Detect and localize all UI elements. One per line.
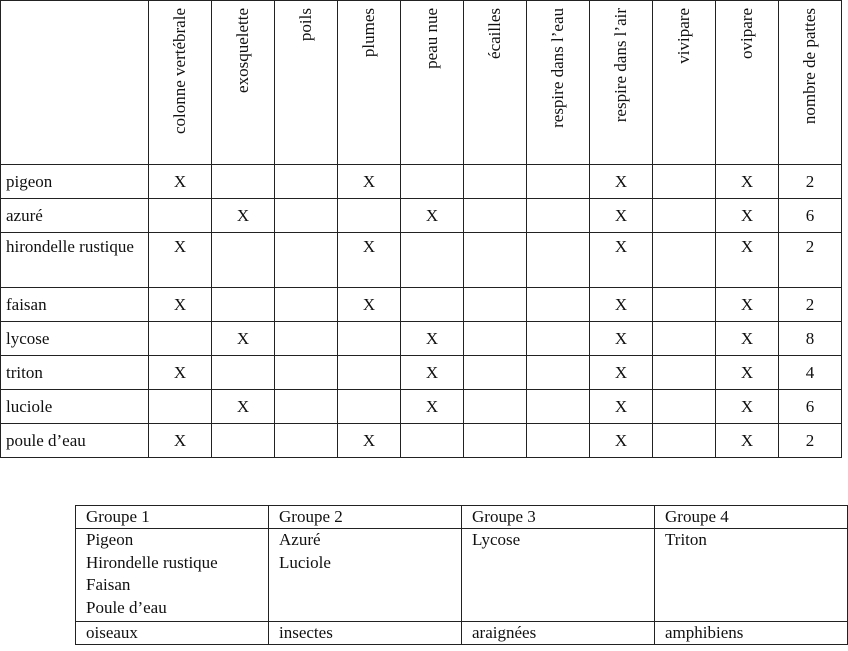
table-cell: 6 [779, 390, 842, 424]
table-cell: X [149, 233, 212, 288]
column-header [212, 1, 275, 165]
animal-name: lycose [1, 322, 149, 356]
table-cell: X [716, 390, 779, 424]
group-member: Poule d’eau [86, 597, 167, 617]
column-header-label: ovipare [737, 8, 756, 59]
column-header-label: colonne vertébrale [170, 8, 189, 135]
table-cell: 2 [779, 165, 842, 199]
table-cell [464, 233, 527, 288]
table-row [1, 356, 842, 390]
table-cell: X [590, 165, 653, 199]
table-cell [527, 424, 590, 458]
group-name: Groupe 2 [269, 506, 462, 529]
table-cell [653, 233, 716, 288]
table-cell [464, 356, 527, 390]
table-cell [527, 390, 590, 424]
table-cell [275, 233, 338, 288]
column-header [527, 1, 590, 165]
table-cell [338, 322, 401, 356]
group-member: Luciole [279, 552, 331, 572]
table-cell [527, 165, 590, 199]
table-cell [275, 322, 338, 356]
table-row [1, 424, 842, 458]
table-cell [464, 165, 527, 199]
group-header-row [76, 506, 848, 529]
table-cell: X [149, 288, 212, 322]
group-name: Groupe 3 [462, 506, 655, 529]
table-cell: 2 [779, 233, 842, 288]
animal-name: hirondelle rustique [1, 233, 149, 288]
column-header [401, 1, 464, 165]
table-cell [464, 322, 527, 356]
group-name: Groupe 1 [76, 506, 269, 529]
groups-table [75, 505, 848, 645]
table-row [1, 390, 842, 424]
group-members [269, 529, 462, 622]
table-cell [653, 165, 716, 199]
table-cell [338, 199, 401, 233]
table-cell [275, 199, 338, 233]
column-header-label: exosquelette [233, 8, 252, 93]
table-row [1, 322, 842, 356]
column-header [716, 1, 779, 165]
table-cell: X [590, 424, 653, 458]
table-cell: X [716, 424, 779, 458]
table-cell: X [149, 424, 212, 458]
table-cell: X [716, 233, 779, 288]
column-header [149, 1, 212, 165]
table-cell: 2 [779, 424, 842, 458]
column-header [275, 1, 338, 165]
table-cell: X [716, 356, 779, 390]
table-cell: X [716, 288, 779, 322]
table-cell: X [590, 322, 653, 356]
table-cell [464, 199, 527, 233]
table-cell: X [338, 288, 401, 322]
column-header-label: plumes [359, 8, 378, 58]
table-cell [527, 233, 590, 288]
table-cell [464, 424, 527, 458]
group-member-row [76, 529, 848, 622]
animal-name: luciole [1, 390, 149, 424]
table-cell [275, 356, 338, 390]
table-cell [527, 322, 590, 356]
group-member: Lycose [472, 530, 521, 549]
table-cell: X [716, 199, 779, 233]
table-cell: X [212, 199, 275, 233]
column-header [779, 1, 842, 165]
column-header [590, 1, 653, 165]
animal-name: triton [1, 356, 149, 390]
table-cell: X [401, 322, 464, 356]
table-cell [149, 390, 212, 424]
table-cell: X [590, 390, 653, 424]
corner-cell [1, 1, 149, 165]
column-header-label: respire dans l’eau [548, 8, 567, 128]
table-cell [401, 424, 464, 458]
table-cell: 4 [779, 356, 842, 390]
animal-name: faisan [1, 288, 149, 322]
table-cell [653, 424, 716, 458]
group-members [76, 529, 269, 622]
table-cell: X [590, 356, 653, 390]
table-cell: X [716, 322, 779, 356]
column-header-label: écailles [485, 8, 504, 59]
table-cell [401, 288, 464, 322]
table-cell [653, 288, 716, 322]
table-cell: X [716, 165, 779, 199]
table-cell: X [338, 424, 401, 458]
table-cell: X [338, 233, 401, 288]
table-cell: X [590, 199, 653, 233]
column-header-label: vivipare [674, 8, 693, 64]
animal-name: poule d’eau [1, 424, 149, 458]
column-header-label: respire dans l’air [611, 8, 630, 123]
table-cell [653, 356, 716, 390]
group-member: Pigeon [86, 530, 134, 549]
characteristics-body [1, 165, 842, 458]
table-cell [338, 356, 401, 390]
table-cell [464, 390, 527, 424]
table-cell [653, 322, 716, 356]
group-member: Faisan [86, 575, 131, 594]
table-cell: X [401, 356, 464, 390]
table-cell: X [212, 390, 275, 424]
table-cell: X [590, 233, 653, 288]
table-cell [275, 390, 338, 424]
table-cell: X [401, 390, 464, 424]
table-cell: 6 [779, 199, 842, 233]
group-name: Groupe 4 [655, 506, 848, 529]
table-row [1, 199, 842, 233]
table-cell: X [401, 199, 464, 233]
table-row [1, 165, 842, 199]
column-header-label: nombre de pattes [800, 8, 819, 125]
table-cell: X [590, 288, 653, 322]
group-members [462, 529, 655, 622]
table-cell [527, 356, 590, 390]
table-cell [338, 390, 401, 424]
animal-name: pigeon [1, 165, 149, 199]
table-cell: X [338, 165, 401, 199]
table-cell [149, 199, 212, 233]
table-cell [401, 233, 464, 288]
group-member: Azuré [279, 530, 321, 549]
column-header-label: peau nue [422, 8, 441, 69]
table-cell [527, 288, 590, 322]
column-header [464, 1, 527, 165]
table-cell: 2 [779, 288, 842, 322]
table-cell [401, 165, 464, 199]
table-row [1, 288, 842, 322]
table-cell: 8 [779, 322, 842, 356]
table-cell [527, 199, 590, 233]
table-cell [464, 288, 527, 322]
header-row [1, 1, 842, 165]
table-cell [653, 199, 716, 233]
table-cell [275, 424, 338, 458]
group-category: araignées [462, 622, 655, 645]
column-header-label: poils [296, 8, 315, 42]
table-cell [275, 288, 338, 322]
table-cell [212, 356, 275, 390]
column-header [338, 1, 401, 165]
animal-name: azuré [1, 199, 149, 233]
table-cell: X [212, 322, 275, 356]
table-cell [212, 288, 275, 322]
group-category: insectes [269, 622, 462, 645]
table-cell [212, 165, 275, 199]
table-row [1, 233, 842, 288]
table-cell [212, 233, 275, 288]
group-category: oiseaux [76, 622, 269, 645]
table-cell: X [149, 356, 212, 390]
group-category-row [76, 622, 848, 645]
group-member: Triton [665, 530, 707, 549]
table-cell [212, 424, 275, 458]
table-cell: X [149, 165, 212, 199]
group-members [655, 529, 848, 622]
table-cell [275, 165, 338, 199]
group-category: amphibiens [655, 622, 848, 645]
table-cell [149, 322, 212, 356]
column-header [653, 1, 716, 165]
table-cell [653, 390, 716, 424]
group-member: Hirondelle rustique [86, 552, 218, 572]
